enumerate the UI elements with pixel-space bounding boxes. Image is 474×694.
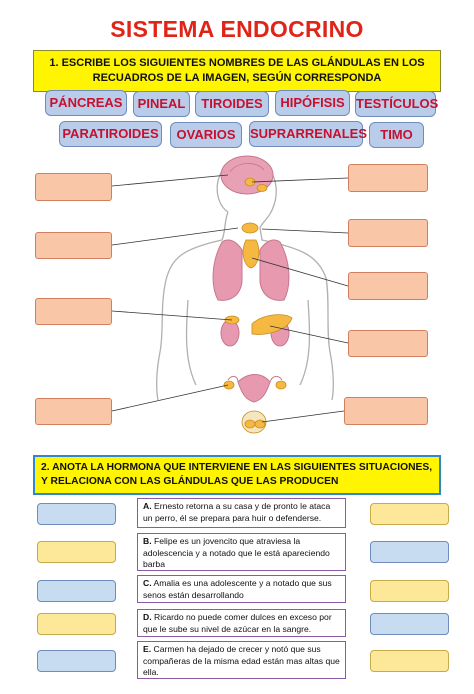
gland-answer-e[interactable] <box>370 650 449 672</box>
gland-answer-d[interactable] <box>370 613 449 635</box>
gland-dropbox-7[interactable] <box>348 330 428 357</box>
chip-paratiroides[interactable]: PARATIROIDES <box>59 121 162 147</box>
situation-c: C. Amalia es una adolescente y a notado que sus senos están desarrollando <box>137 575 346 603</box>
section1-instruction: 1. ESCRIBE LOS SIGUIENTES NOMBRES DE LAS GLÁNDULAS EN LOS RECUADROS DE LA IMAGEN, SEGÚN CORRESPONDA <box>33 50 441 92</box>
gland-dropbox-9[interactable] <box>344 397 428 425</box>
chip-testiculos[interactable]: TESTÍCULOS <box>355 91 436 117</box>
chip-tiroides[interactable]: TIROIDES <box>195 91 269 117</box>
chip-pineal[interactable]: PINEAL <box>133 91 190 117</box>
gland-dropbox-6[interactable] <box>35 298 112 325</box>
situation-a: A. Ernesto retorna a su casa y de pronto le ataca un perro, él se prepara para huir o defenderse. <box>137 498 346 528</box>
gland-dropbox-3[interactable] <box>35 232 112 259</box>
gland-answer-b[interactable] <box>370 541 449 563</box>
situation-b: B. Felipe es un jovencito que atraviesa la adolescencia y a notado que le está apareciendo barba <box>137 533 346 571</box>
gland-dropbox-2[interactable] <box>348 164 428 192</box>
chip-hipofisis[interactable]: HIPÓFISIS <box>275 90 350 116</box>
chip-ovarios[interactable]: OVARIOS <box>170 122 242 148</box>
gland-answer-c[interactable] <box>370 580 449 602</box>
chip-suprarrenales[interactable]: SUPRARRENALES <box>249 121 363 147</box>
gland-dropbox-1[interactable] <box>35 173 112 201</box>
page-title: SISTEMA ENDOCRINO <box>110 16 364 42</box>
hormone-answer-a[interactable] <box>37 503 116 525</box>
gland-answer-a[interactable] <box>370 503 449 525</box>
situation-d: D. Ricardo no puede comer dulces en exceso por que le sube su nivel de azúcar en la sangre. <box>137 609 346 637</box>
hormone-answer-e[interactable] <box>37 650 116 672</box>
section2-instruction: 2. ANOTA LA HORMONA QUE INTERVIENE EN LAS SIGUIENTES SITUACIONES, Y RELACIONA CON LAS GLÁNDULAS QUE LAS PRODUCEN <box>33 455 441 495</box>
hormone-answer-b[interactable] <box>37 541 116 563</box>
hormone-answer-c[interactable] <box>37 580 116 602</box>
situation-e: E. Carmen ha dejado de crecer y notó que sus compañeras de la misma edad están mas altas que ella. <box>137 641 346 679</box>
gland-dropbox-4[interactable] <box>348 219 428 247</box>
chip-timo[interactable]: TIMO <box>369 122 424 148</box>
gland-dropbox-5[interactable] <box>348 272 428 300</box>
hormone-answer-d[interactable] <box>37 613 116 635</box>
gland-dropbox-8[interactable] <box>35 398 112 425</box>
chip-pancreas[interactable]: PÁNCREAS <box>45 90 127 116</box>
